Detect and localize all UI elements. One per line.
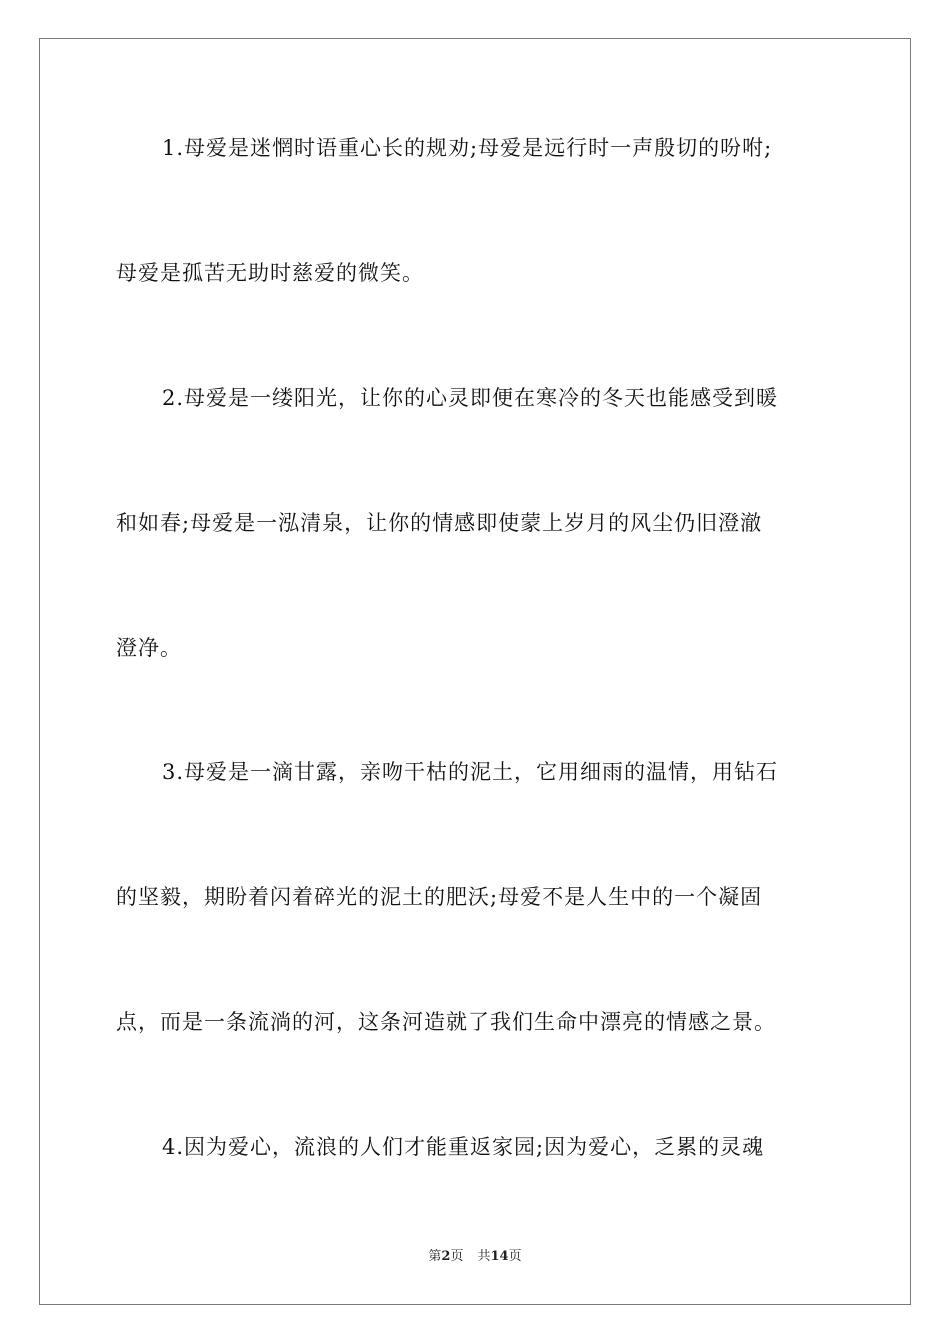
paragraph-2-line-2: 和如春;母爱是一泓清泉，让你的情感即使蒙上岁月的风尘仍旧澄澈 <box>116 511 763 535</box>
page-prefix: 第 <box>428 1249 442 1264</box>
page-border <box>39 38 911 1305</box>
paragraph-3-line-3: 点，而是一条流淌的河，这条河造就了我们生命中漂亮的情感之景。 <box>116 1010 776 1034</box>
total-prefix: 共 <box>477 1249 491 1264</box>
paragraph-2-line-1: 2.母爱是一缕阳光，让你的心灵即便在寒冷的冬天也能感受到暖 <box>162 386 779 410</box>
paragraph-1-line-2: 母爱是孤苦无助时慈爱的微笑。 <box>116 261 424 285</box>
paragraph-3-line-1: 3.母爱是一滴甘露，亲吻干枯的泥土，它用细雨的温情，用钻石 <box>162 760 779 784</box>
paragraph-1-line-1: 1.母爱是迷惘时语重心长的规劝;母爱是远行时一声殷切的吩咐; <box>162 136 773 160</box>
page-suffix: 页 <box>450 1249 464 1264</box>
paragraph-3-line-2: 的坚毅，期盼着闪着碎光的泥土的肥沃;母爱不是人生中的一个凝固 <box>116 885 763 909</box>
page-footer <box>0 1248 950 1266</box>
total-pages: 14 <box>490 1249 509 1264</box>
paragraph-2-line-3: 澄净。 <box>116 636 182 660</box>
total-suffix: 页 <box>508 1249 522 1264</box>
page-number: 2 <box>441 1249 451 1264</box>
paragraph-4-line-1: 4.因为爱心，流浪的人们才能重返家园;因为爱心，乏累的灵魂 <box>162 1135 765 1159</box>
